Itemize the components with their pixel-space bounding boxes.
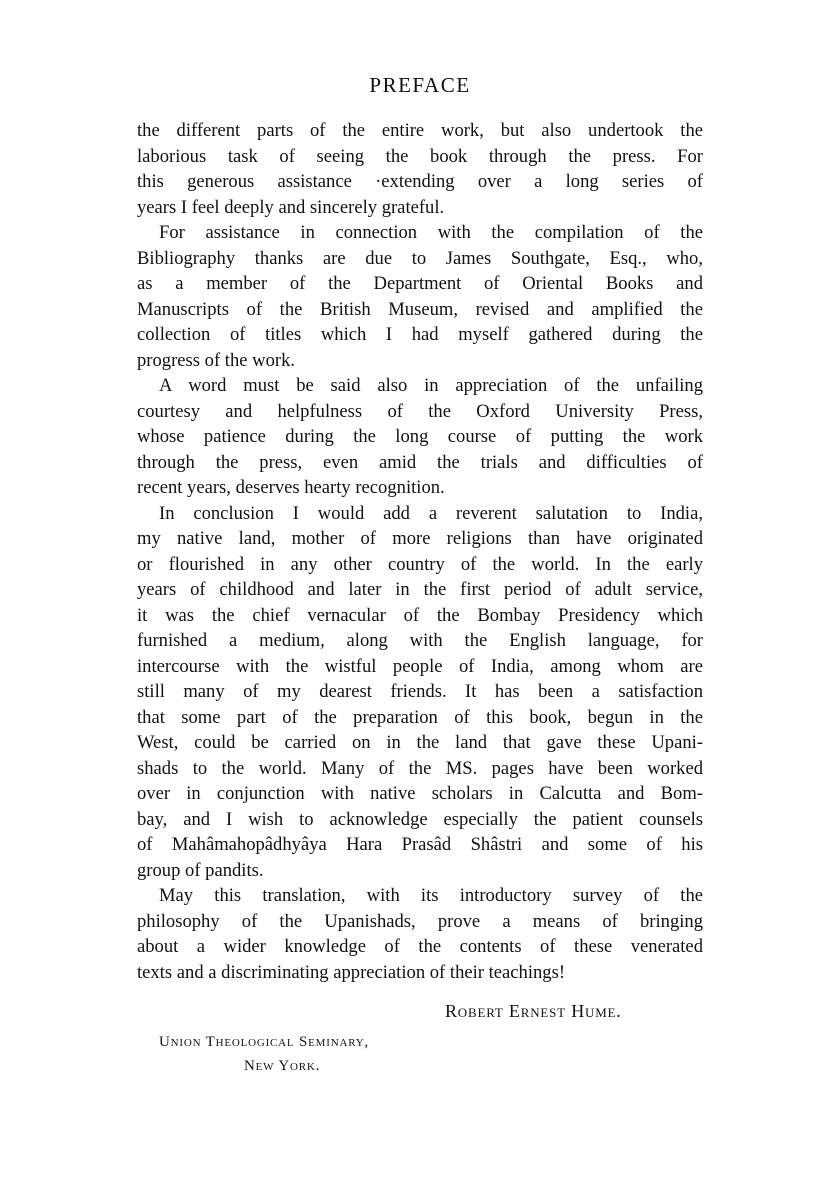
text-line: laborious task of seeing the book through the press. For [137, 145, 703, 167]
author-signature: Robert Ernest Hume. [445, 1001, 622, 1021]
paragraph-5 [137, 883, 703, 985]
running-head: PREFACE [369, 73, 471, 97]
text-line: West, could be carried on in the land that gave these Upani- [137, 732, 703, 753]
institution-name: Union Theological Seminary, [159, 1034, 370, 1050]
text-line: shads to the world. Many of the MS. pages have been worked [137, 757, 703, 779]
text-line: through the press, even amid the trials and difficulties of [137, 451, 703, 473]
author-affiliation [159, 1030, 369, 1078]
text-line: it was the chief vernacular of the Bombay Presidency which [137, 604, 703, 626]
text-line: philosophy of the Upanishads, prove a means of bringing [137, 910, 703, 932]
text-line: intercourse with the wistful people of India, among whom are [137, 655, 703, 677]
text-line: still many of my dearest friends. It has been a satisfaction [137, 681, 703, 702]
text-line: recent years, deserves hearty recognition. [137, 477, 445, 498]
text-line: texts and a discriminating appreciation of their teachings! [137, 961, 566, 983]
text-line: or flourished in any other country of the world. In the early [137, 553, 703, 575]
text-line: group of pandits. [137, 859, 264, 881]
text-line: over in conjunction with native scholars in Calcutta and Bom- [137, 783, 703, 804]
paragraph-2 [137, 220, 703, 373]
paragraph-1 [137, 118, 703, 220]
text-line: as a member of the Department of Oriental Books and [137, 273, 703, 294]
text-line: the different parts of the entire work, but also undertook the [137, 120, 703, 141]
text-line: furnished a medium, along with the English language, for [137, 630, 703, 651]
text-line: Bibliography thanks are due to James Southgate, Esq., who, [137, 247, 703, 269]
text-line: whose patience during the long course of putting the work [137, 426, 703, 447]
text-line: progress of the work. [137, 349, 296, 371]
text-line: bay, and I wish to acknowledge especially the patient counsels [137, 808, 703, 830]
paragraph-4 [137, 501, 703, 884]
paragraph-3 [137, 373, 703, 501]
text-line: that some part of the preparation of this book, begun in the [137, 706, 703, 728]
institution-city: New York. [244, 1058, 321, 1074]
preface-body [137, 118, 703, 985]
text-line: years of childhood and later in the first period of adult service, [137, 579, 703, 600]
text-line: courtesy and helpfulness of the Oxford University Press, [137, 400, 703, 422]
text-line: this generous assistance ·extending over a long series of [137, 171, 703, 192]
text-line: my native land, mother of more religions than have originated [137, 528, 703, 549]
text-line: of Mahâmahopâdhyâya Hara Prasâd Shâstri and some of his [137, 834, 703, 855]
text-line: A word must be said also in appreciation of the unfailing [159, 375, 703, 396]
text-line: collection of titles which I had myself gathered during the [137, 324, 703, 345]
text-line: about a wider knowledge of the contents of these venerated [137, 936, 703, 957]
text-line: For assistance in connection with the compilation of the [159, 222, 703, 243]
text-line: Manuscripts of the British Museum, revised and amplified the [137, 298, 703, 320]
text-line: In conclusion I would add a reverent salutation to India, [159, 502, 703, 524]
text-line: May this translation, with its introductory survey of the [159, 885, 703, 906]
text-line: years I feel deeply and sincerely grateful. [137, 196, 445, 218]
